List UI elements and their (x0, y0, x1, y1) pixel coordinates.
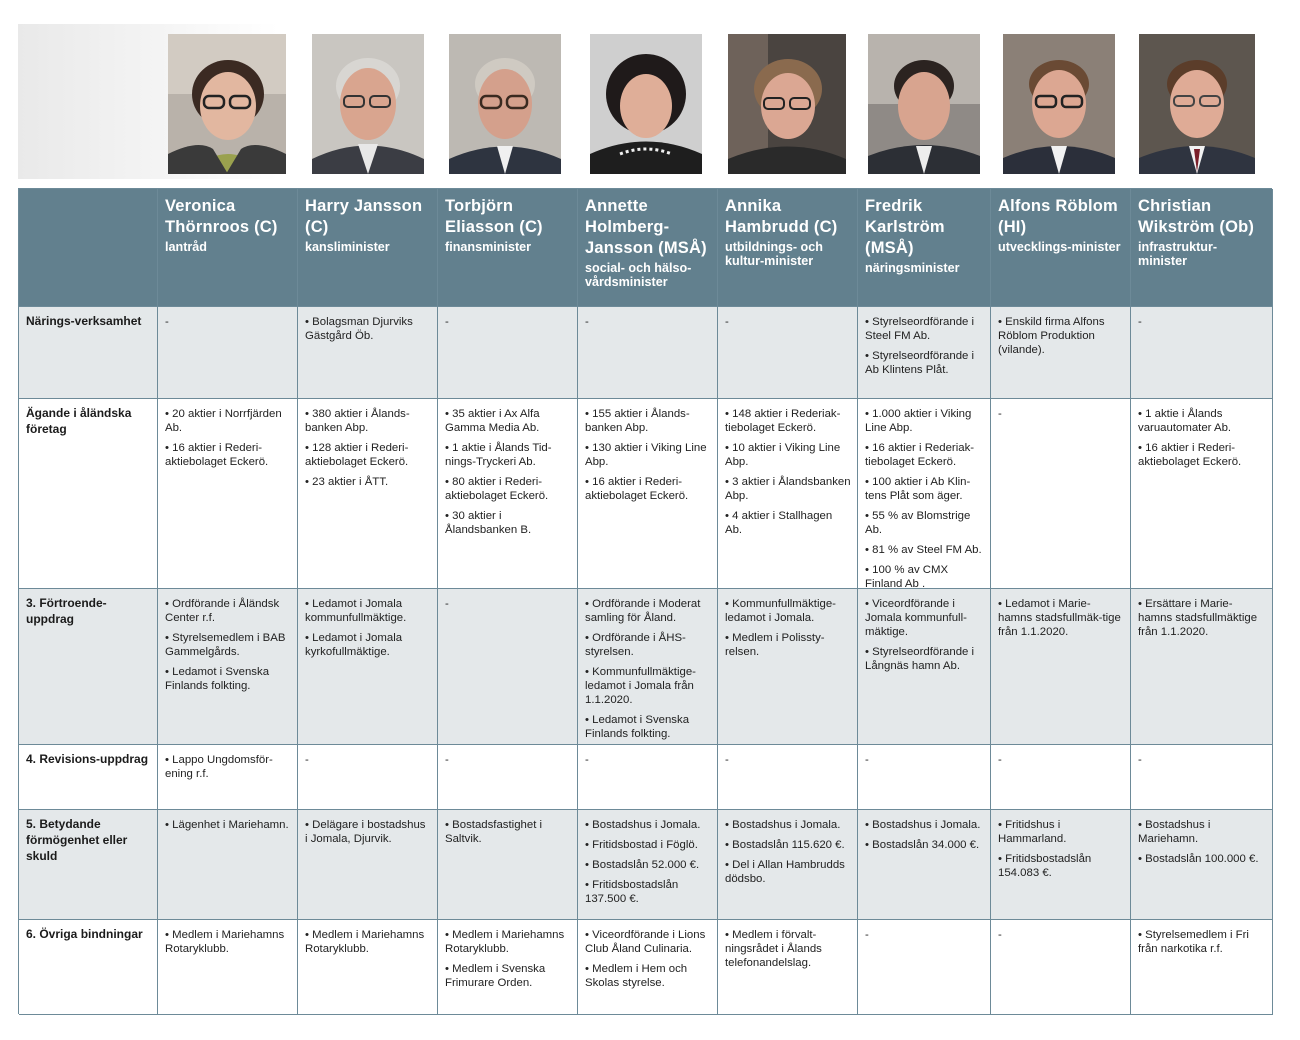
table-cell (718, 745, 858, 810)
row-label: 3. Förtroende-uppdrag (19, 589, 158, 745)
cell-item: • 10 aktier i Viking Line Abp. (725, 442, 841, 468)
minister-header (1131, 189, 1273, 307)
cell-item: • Ersättare i Marie-hamns stadsfullmäktige från 1.1.2020. (1138, 598, 1258, 638)
cell-item: • 55 % av Blomstrige Ab. (865, 510, 971, 536)
minister-header (991, 189, 1131, 307)
portrait-photo-2 (312, 34, 424, 174)
cell-item: • Fritidshus i Hammarland. (998, 819, 1067, 845)
cell-item: • Bostadslån 34.000 €. (865, 839, 980, 851)
cell-item: • 80 aktier i Rederi-aktiebolaget Eckerö. (445, 476, 549, 502)
table-cell (991, 307, 1131, 399)
cell-item: • 4 aktier i Stallhagen Ab. (725, 510, 833, 536)
cell-item: • Medlem i Polissty-relsen. (725, 632, 825, 658)
cell-item: • 128 aktier i Rederi-aktiebolaget Eckerö. (305, 442, 409, 468)
cell-item: • Bostadshus i Jomala. (585, 819, 701, 831)
table-cell (1131, 810, 1273, 920)
cell-item: • 130 aktier i Viking Line Abp. (585, 442, 707, 468)
cell-item: • Del i Allan Hambrudds dödsbo. (725, 859, 845, 885)
table-cell (298, 307, 438, 399)
minister-header (438, 189, 578, 307)
cell-item: • Lappo Ungdomsför-ening r.f. (165, 754, 273, 780)
cell-item: • Ordförande i Åländsk Center r.f. (165, 598, 280, 624)
cell-item: • Styrelseordförande i Långnäs hamn Ab. (865, 646, 975, 672)
minister-role: utbildnings- och kultur-minister (725, 240, 823, 268)
table-cell (298, 745, 438, 810)
cell-item: • 16 aktier i Rederiak-tiebolaget Eckerö. (865, 442, 975, 468)
cell-item: • 23 aktier i ÅTT. (305, 476, 389, 488)
table-cell (991, 745, 1131, 810)
table-cell (991, 589, 1131, 745)
cell-item: • 16 aktier i Rederi-aktiebolaget Eckerö. (585, 476, 689, 502)
minister-header (858, 189, 991, 307)
cell-item: • 16 aktier i Rederi-aktiebolaget Eckerö. (1138, 442, 1242, 468)
table-cell (858, 920, 991, 1015)
table-cell (991, 399, 1131, 589)
cell-item: - (585, 316, 589, 328)
cell-item: • 148 aktier i Rederiak-tiebolaget Eckerö. (725, 408, 841, 434)
cell-item: • Fritidsbostadslån 154.083 €. (998, 853, 1092, 879)
cell-item: - (585, 754, 589, 766)
table-cell (438, 399, 578, 589)
cell-item: • Styrelsemedlem i BAB Gammelgårds. (165, 632, 286, 658)
minister-role: lantråd (165, 240, 207, 254)
minister-header (298, 189, 438, 307)
cell-item: - (998, 408, 1002, 420)
minister-header (718, 189, 858, 307)
table-cell (858, 399, 991, 589)
cell-item: • Styrelseordförande i Steel FM Ab. (865, 316, 975, 342)
cell-item: • Medlem i Svenska Frimurare Orden. (445, 963, 546, 989)
cell-item: • Fritidsbostad i Föglö. (585, 839, 698, 851)
cell-item: • Viceordförande i Lions Club Åland Culinaria. (585, 929, 706, 955)
cell-item: • Viceordförande i Jomala kommunfull-mäktige. (865, 598, 967, 638)
minister-role: social- och hälso-vårdsminister (585, 261, 692, 289)
cell-item: • Bolagsman Djurviks Gästgård Öb. (305, 316, 413, 342)
cell-item: • Ordförande i Moderat samling för Åland. (585, 598, 701, 624)
cell-item: • Medlem i Hem och Skolas styrelse. (585, 963, 688, 989)
table-cell (718, 810, 858, 920)
minister-role: utvecklings-minister (998, 240, 1121, 254)
cell-item: • Bostadslån 52.000 €. (585, 859, 700, 871)
table-cell (158, 399, 298, 589)
cell-item: - (998, 754, 1002, 766)
table-cell (718, 589, 858, 745)
minister-name: Alfons Röblom (HI) (998, 197, 1118, 236)
cell-item: • Styrelseordförande i Ab Klintens Plåt. (865, 350, 975, 376)
table-cell (718, 920, 858, 1015)
cell-item: • Bostadsfastighet i Saltvik. (445, 819, 543, 845)
minister-name: Fredrik Karlström (MSÅ) (865, 197, 945, 257)
table-cell (298, 920, 438, 1015)
cell-item: • 16 aktier i Rederi-aktiebolaget Eckerö. (165, 442, 269, 468)
cell-item: • Medlem i förvalt-ningsrådet i Ålands telefonandelslag. (725, 929, 822, 969)
table-cell (858, 745, 991, 810)
cell-item: • Ordförande i ÅHS-styrelsen. (585, 632, 686, 658)
row-label: 5. Betydande förmögenhet eller skuld (19, 810, 158, 920)
cell-item: • 380 aktier i Ålands-banken Abp. (305, 408, 410, 434)
minister-name: Harry Jansson (C) (305, 197, 423, 236)
table-cell (578, 399, 718, 589)
row-label: 6. Övriga bindningar (19, 920, 158, 1015)
cell-item: • 1 aktie i Ålands Tid-nings-Tryckeri Ab. (445, 442, 552, 468)
cell-item: • 100 % av CMX Finland Ab . (865, 564, 949, 589)
cell-item: • 1 aktie i Ålands varuautomater Ab. (1138, 408, 1232, 434)
cell-item: - (998, 929, 1002, 941)
cell-item: • Ledamot i Marie-hamns stadsfullmäk-tige från 1.1.2020. (998, 598, 1121, 638)
minister-role: näringsminister (865, 261, 960, 275)
portrait-photo-5 (728, 34, 846, 174)
cell-item: • Enskild firma Alfons Röblom Produktion (vilande). (998, 316, 1105, 356)
table-cell (1131, 920, 1273, 1015)
cell-item: - (725, 316, 729, 328)
table-cell (158, 307, 298, 399)
cell-item: • Kommunfullmäktige-ledamot i Jomala från 1.1.2020. (585, 666, 696, 706)
cell-item: • 35 aktier i Ax Alfa Gamma Media Ab. (445, 408, 540, 434)
cell-item: • Bostadslån 115.620 €. (725, 839, 845, 851)
table-cell (1131, 307, 1273, 399)
table-cell (1131, 399, 1273, 589)
table-cell (158, 745, 298, 810)
cell-item: - (1138, 754, 1142, 766)
table-cell (578, 307, 718, 399)
portrait-strip (18, 24, 1272, 179)
cell-item: • 20 aktier i Norrfjärden Ab. (165, 408, 282, 434)
table-cell (438, 745, 578, 810)
table-cell (438, 307, 578, 399)
row-label: 4. Revisions-uppdrag (19, 745, 158, 810)
declaration-table (18, 188, 1272, 1014)
cell-item: • Ledamot i Jomala kommunfullmäktige. (305, 598, 407, 624)
cell-item: • Bostadshus i Jomala. (725, 819, 841, 831)
table-cell (578, 920, 718, 1015)
portrait-photo-4 (590, 34, 702, 174)
minister-role: infrastruktur-minister (1138, 240, 1218, 268)
cell-item: - (305, 754, 309, 766)
cell-item: - (445, 316, 449, 328)
table-cell (298, 810, 438, 920)
table-cell (858, 810, 991, 920)
portrait-photo-6 (868, 34, 980, 174)
cell-item: - (865, 929, 869, 941)
cell-item: • Lägenhet i Mariehamn. (165, 819, 289, 831)
table-cell (158, 810, 298, 920)
table-cell (991, 920, 1131, 1015)
table-cell (718, 399, 858, 589)
minister-name: Christian Wikström (Ob) (1138, 197, 1255, 236)
table-cell (858, 589, 991, 745)
minister-header (578, 189, 718, 307)
table-cell (991, 810, 1131, 920)
cell-item: • Ledamot i Svenska Finlands folkting. (585, 714, 690, 740)
table-cell (578, 745, 718, 810)
cell-item: • 100 aktier i Ab Klin-tens Plåt som äger. (865, 476, 971, 502)
table-cell (298, 589, 438, 745)
cell-item: - (865, 754, 869, 766)
cell-item: • Bostadshus i Mariehamn. (1138, 819, 1211, 845)
table-cell (438, 589, 578, 745)
table-corner (19, 189, 158, 307)
minister-role: kansliminister (305, 240, 390, 254)
cell-item: • Medlem i Mariehamns Rotaryklubb. (305, 929, 425, 955)
table-cell (158, 920, 298, 1015)
cell-item: • 3 aktier i Ålandsbanken Abp. (725, 476, 851, 502)
portrait-photo-3 (449, 34, 561, 174)
cell-item: • Kommunfullmäktige-ledamot i Jomala. (725, 598, 836, 624)
minister-name: Veronica Thörnroos (C) (165, 197, 278, 236)
cell-item: • 81 % av Steel FM Ab. (865, 544, 982, 556)
cell-item: • Fritidsbostadslån 137.500 €. (585, 879, 679, 905)
cell-item: • Ledamot i Svenska Finlands folkting. (165, 666, 270, 692)
minister-name: Annette Holmberg-Jansson (MSÅ) (585, 197, 707, 257)
cell-item: • Medlem i Mariehamns Rotaryklubb. (165, 929, 285, 955)
cell-item: • 1.000 aktier i Viking Line Abp. (865, 408, 972, 434)
cell-item: • Bostadslån 100.000 €. (1138, 853, 1259, 865)
table-cell (298, 399, 438, 589)
table-cell (1131, 745, 1273, 810)
minister-role: finansminister (445, 240, 532, 254)
table-cell (438, 920, 578, 1015)
cell-item: - (445, 598, 449, 610)
portrait-photo-7 (1003, 34, 1115, 174)
minister-name: Torbjörn Eliasson (C) (445, 197, 543, 236)
minister-name: Annika Hambrudd (C) (725, 197, 838, 236)
table-cell (578, 589, 718, 745)
minister-header (158, 189, 298, 307)
portrait-photo-8 (1139, 34, 1255, 174)
table-cell (858, 307, 991, 399)
cell-item: • Styrelsemedlem i Fri från narkotika r.f. (1138, 929, 1249, 955)
cell-item: - (1138, 316, 1142, 328)
row-label: Ägande i åländska företag (19, 399, 158, 589)
cell-item: - (445, 754, 449, 766)
cell-item: • Bostadshus i Jomala. (865, 819, 981, 831)
table-cell (578, 810, 718, 920)
table-cell (158, 589, 298, 745)
table-cell (438, 810, 578, 920)
portrait-photo-1 (168, 34, 286, 174)
table-cell (1131, 589, 1273, 745)
cell-item: • 155 aktier i Ålands-banken Abp. (585, 408, 690, 434)
table-cell (718, 307, 858, 399)
cell-item: - (165, 316, 169, 328)
row-label: Närings-verksamhet (19, 307, 158, 399)
cell-item: • Delägare i bostadshus i Jomala, Djurvik. (305, 819, 426, 845)
cell-item: • 30 aktier i Ålandsbanken B. (445, 510, 532, 536)
cell-item: • Medlem i Mariehamns Rotaryklubb. (445, 929, 565, 955)
cell-item: • Ledamot i Jomala kyrkofullmäktige. (305, 632, 403, 658)
cell-item: - (725, 754, 729, 766)
